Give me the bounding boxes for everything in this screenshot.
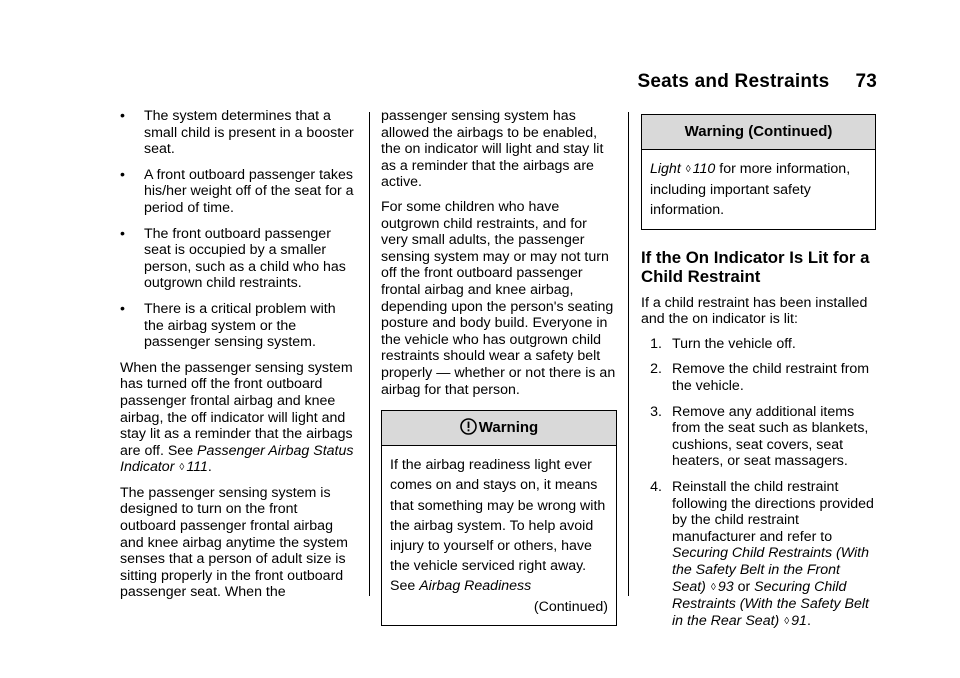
column-divider (628, 112, 629, 596)
warning-text: If the airbag readiness light ever comes on and stays on, it means that something may be wrong with the airbag system. To help avoid injury to yourself or others, have the vehicle serviced right away. See (390, 457, 606, 595)
warning-box (381, 410, 617, 626)
step-text: Remove the child restraint from the vehicle. (672, 361, 870, 394)
step-number: 3. (650, 403, 662, 420)
section-heading: If the On Indicator Is Lit for a Child Restraint (641, 247, 870, 286)
step-number: 4. (650, 478, 662, 495)
step-number: 2. (650, 361, 662, 378)
bullet-marker: • (120, 108, 125, 124)
warning-header: Warning (Continued) (642, 115, 875, 150)
bullet-text: The system determines that a small child is present in a booster seat. (144, 108, 354, 158)
paragraph: For some children who have outgrown child restraints, and for very small adults, the passenger sensing system may or may not turn off the front outboard passenger frontal airbag and knee airbag, depending upon the person's seating posture and body build. Everyone in the vehicle who has outgrown child restraints should wear a safety belt properly — whether or not there is an airbag for that person. (381, 198, 616, 398)
page-ref-icon: ◊ (710, 581, 716, 593)
warning-icon (460, 414, 477, 448)
bullet-text: There is a critical problem with the airbag system or the passenger sensing system. (144, 300, 336, 351)
step-text: Turn the vehicle off. (672, 335, 796, 352)
bullet-marker: • (120, 225, 125, 242)
list-item (641, 404, 876, 470)
step-text: Remove any additional items from the seat such as blankets, cushions, seat covers, seat heaters, or seat massagers. (672, 403, 869, 470)
page-ref-icon: ◊ (784, 615, 790, 627)
paragraph: If a child restraint has been installed and the on indicator is lit: (641, 294, 868, 328)
page-ref-icon: ◊ (685, 164, 691, 175)
list-item (120, 226, 356, 292)
step-text-main: Reinstall the child restraint following the directions provided by the child restraint manufacturer and refer to (672, 478, 874, 545)
column-divider (369, 112, 370, 596)
page-reference[interactable]: 111 (186, 459, 208, 476)
sentence-end: . (207, 459, 212, 476)
cross-reference-link[interactable]: Light (650, 161, 681, 177)
column-1 (120, 108, 356, 609)
bullet-text: A front outboard passenger takes his/her weight off of the seat for a period of time. (144, 166, 354, 216)
column-2 (381, 108, 617, 626)
cross-reference-link[interactable]: Securing Child Restraints (With the Safety Belt in the Front Seat) (672, 545, 869, 595)
step-number: 1. (650, 335, 662, 352)
bullet-marker: • (120, 166, 125, 183)
list-item (641, 336, 876, 353)
cross-reference-link[interactable]: Securing Child Restraints (With the Safety Belt in the Rear Seat) (672, 578, 869, 629)
paragraph (120, 360, 356, 477)
paragraph: The passenger sensing system is designed to turn on the front outboard passenger frontal airbag and knee airbag anytime the system senses that a person of adult size is sitting properly in the front outboard passenger seat. When the (120, 484, 348, 601)
bullet-text: The front outboard passenger seat is occupied by a smaller person, such as a child who has outgrown child restraints. (144, 225, 346, 292)
paragraph: passenger sensing system has allowed the airbags to be enabled, the on indicator will light and stay lit as a reminder that the airbags are active. (381, 108, 604, 191)
warning-box-continued (641, 114, 876, 230)
page-number: 73 (855, 71, 877, 92)
step-text (672, 479, 876, 630)
list-item (641, 479, 876, 630)
warning-body (382, 446, 616, 625)
section-title-header: Seats and Restraints (637, 71, 830, 92)
bullet-marker: • (120, 300, 125, 317)
list-item (120, 301, 356, 351)
cross-reference-link[interactable]: Passenger Airbag Status Indicator (120, 442, 354, 476)
conjunction: or (737, 578, 751, 595)
cross-reference-link[interactable]: Airbag Readiness (419, 578, 532, 595)
list-item (120, 167, 356, 217)
page-reference[interactable]: 93 (717, 578, 734, 595)
page-reference[interactable]: 91 (791, 612, 807, 629)
page-header (637, 71, 877, 93)
page-reference[interactable]: 110 (692, 161, 716, 177)
list-item (120, 108, 356, 158)
warning-header (382, 411, 616, 446)
sentence-end: . (806, 612, 811, 629)
warning-body (642, 150, 875, 229)
warning-title: Warning (478, 419, 539, 437)
column-3 (641, 108, 876, 639)
page-ref-icon: ◊ (179, 462, 185, 474)
paragraph-text: When the passenger sensing system has turned off the front outboard passenger frontal airbag and knee airbag, the off indicator will light and stay lit as a reminder that the airbags are off. See (120, 359, 353, 459)
continued-label: (Continued) (533, 598, 608, 615)
warning-text: for more information, including important safety information. (650, 161, 851, 219)
list-item (641, 361, 876, 394)
